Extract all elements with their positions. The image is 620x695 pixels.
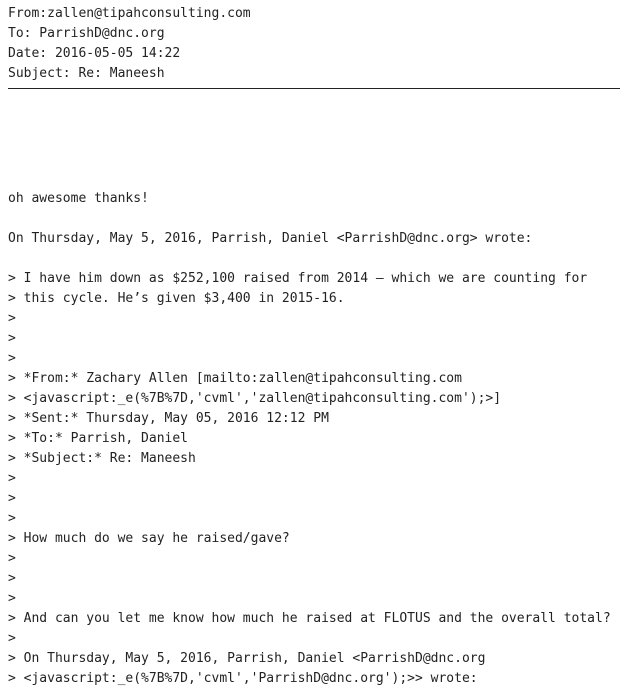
quoted-line: > <box>8 311 16 326</box>
body-line <box>8 209 620 229</box>
quoted-line: > this cycle. He’s given $3,400 in 2015-16. <box>8 291 345 306</box>
date-line: Date: 2016-05-05 14:22 <box>8 46 181 61</box>
quoted-line: > I have him down as $252,100 raised from 2014 – which we are counting for <box>8 271 588 286</box>
email-header <box>8 4 620 84</box>
quoted-line: > <box>8 511 16 526</box>
quoted-line: > <box>8 591 16 606</box>
body-line: oh awesome thanks! <box>8 191 149 206</box>
quoted-line: > <javascript:_e(%7B%7D,'cvml','zallen@tipahconsulting.com');>] <box>8 391 502 406</box>
quoted-line: > And can you let me know how much he raised at FLOTUS and the overall total? <box>8 611 611 626</box>
body-line <box>8 249 620 269</box>
quoted-line: > <box>8 631 16 646</box>
quoted-line: > <box>8 551 16 566</box>
quoted-line: > *Sent:* Thursday, May 05, 2016 12:12 PM <box>8 411 329 426</box>
quoted-line: > *To:* Parrish, Daniel <box>8 431 189 446</box>
quoted-line: > On Thursday, May 5, 2016, Parrish, Daniel <ParrishD@dnc.org <box>8 651 486 666</box>
body-line: On Thursday, May 5, 2016, Parrish, Daniel <ParrishD@dnc.org> wrote: <box>8 231 533 246</box>
subject-line: Subject: Re: Maneesh <box>8 66 165 81</box>
quoted-line: > <box>8 351 16 366</box>
quoted-line: > *From:* Zachary Allen [mailto:zallen@tipahconsulting.com <box>8 371 462 386</box>
quoted-line: > <box>8 471 16 486</box>
to-line: To: ParrishD@dnc.org <box>8 26 165 41</box>
email-body <box>8 189 620 689</box>
quoted-line: > <box>8 571 16 586</box>
quoted-line: > How much do we say he raised/gave? <box>8 531 290 546</box>
quoted-line: > <box>8 491 16 506</box>
quoted-line: > *Subject:* Re: Maneesh <box>8 451 196 466</box>
quoted-line: > <box>8 331 16 346</box>
header-divider <box>8 88 620 89</box>
quoted-line: > <javascript:_e(%7B%7D,'cvml','ParrishD@dnc.org');>> wrote: <box>8 671 478 686</box>
from-line: From:zallen@tipahconsulting.com <box>8 6 251 21</box>
